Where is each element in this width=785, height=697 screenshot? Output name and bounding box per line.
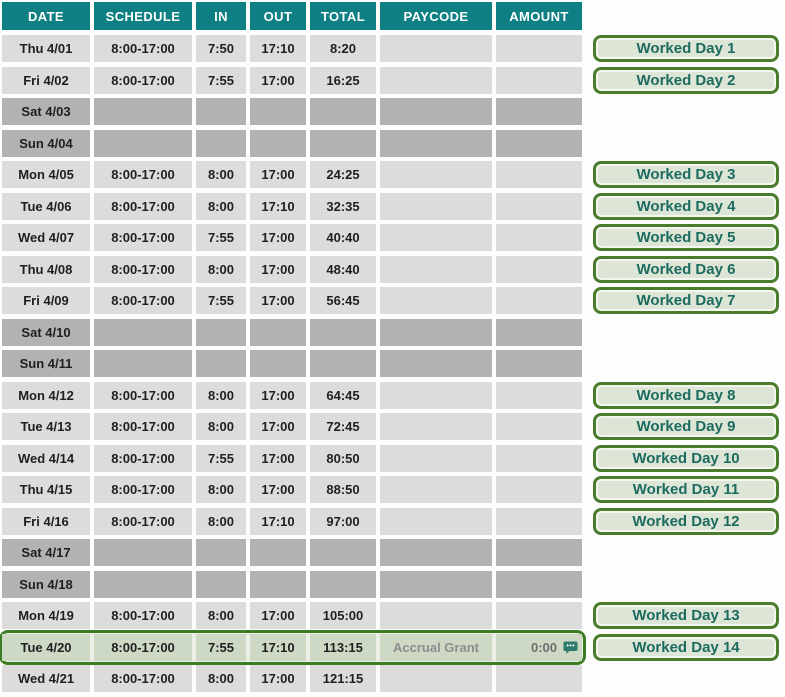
schedule-cell: 8:00-17:00 [94, 193, 192, 220]
schedule-cell: 8:00-17:00 [94, 665, 192, 692]
out-cell[interactable]: 17:00 [250, 445, 306, 472]
comment-icon[interactable] [563, 641, 578, 654]
timesheet-row-cells [2, 319, 582, 346]
paycode-cell[interactable] [380, 413, 492, 440]
out-cell[interactable]: 17:00 [250, 382, 306, 409]
date-cell: Wed 4/14 [2, 445, 90, 472]
date-cell: Mon 4/05 [2, 161, 90, 188]
timesheet-row-cells [2, 634, 582, 661]
timesheet-row-cells [2, 445, 582, 472]
schedule-cell: 8:00-17:00 [94, 413, 192, 440]
schedule-cell: 8:00-17:00 [94, 508, 192, 535]
worked-day-button[interactable]: Worked Day 3 [593, 161, 779, 188]
total-cell: 80:50 [310, 445, 376, 472]
amount-cell[interactable] [496, 602, 582, 629]
table-row [2, 67, 783, 94]
date-cell: Mon 4/19 [2, 602, 90, 629]
paycode-cell[interactable] [380, 319, 492, 346]
amount-cell[interactable] [496, 224, 582, 251]
paycode-cell[interactable] [380, 256, 492, 283]
in-cell[interactable]: 8:00 [196, 508, 246, 535]
in-cell[interactable] [196, 98, 246, 125]
paycode-cell[interactable] [380, 539, 492, 566]
total-cell [310, 130, 376, 157]
total-cell: 121:15 [310, 665, 376, 692]
paycode-cell[interactable] [380, 161, 492, 188]
schedule-cell: 8:00-17:00 [94, 224, 192, 251]
out-cell[interactable]: 17:00 [250, 413, 306, 440]
worked-day-button[interactable]: Worked Day 9 [593, 413, 779, 440]
total-cell [310, 98, 376, 125]
table-row [2, 571, 783, 598]
out-cell[interactable] [250, 319, 306, 346]
in-cell[interactable]: 8:00 [196, 193, 246, 220]
date-cell: Tue 4/20 [2, 634, 90, 661]
out-cell[interactable]: 17:00 [250, 67, 306, 94]
timesheet-row-cells [2, 256, 582, 283]
in-cell[interactable]: 8:00 [196, 382, 246, 409]
date-cell: Sat 4/03 [2, 98, 90, 125]
date-cell: Wed 4/21 [2, 665, 90, 692]
out-cell[interactable]: 17:00 [250, 287, 306, 314]
in-cell[interactable]: 8:00 [196, 665, 246, 692]
schedule-cell [94, 350, 192, 377]
out-cell[interactable]: 17:10 [250, 508, 306, 535]
total-cell: 88:50 [310, 476, 376, 503]
timesheet-header-row [2, 2, 582, 30]
table-row [2, 539, 783, 566]
worked-day-button[interactable]: Worked Day 2 [593, 67, 779, 94]
table-row [2, 350, 783, 377]
total-cell: 24:25 [310, 161, 376, 188]
amount-cell[interactable] [496, 665, 582, 692]
column-header-in: IN [196, 2, 246, 30]
table-row [2, 193, 783, 220]
amount-cell[interactable] [496, 413, 582, 440]
out-cell[interactable]: 17:00 [250, 256, 306, 283]
total-cell: 32:35 [310, 193, 376, 220]
in-cell[interactable]: 7:55 [196, 287, 246, 314]
worked-day-button[interactable]: Worked Day 12 [593, 508, 779, 535]
timesheet-row-cells [2, 602, 582, 629]
worked-day-button[interactable]: Worked Day 4 [593, 193, 779, 220]
table-row [2, 161, 783, 188]
schedule-cell [94, 539, 192, 566]
amount-cell[interactable] [496, 287, 582, 314]
date-cell: Fri 4/02 [2, 67, 90, 94]
table-row [2, 634, 783, 661]
out-cell[interactable]: 17:00 [250, 665, 306, 692]
worked-day-button[interactable]: Worked Day 14 [593, 634, 779, 661]
amount-cell[interactable] [496, 508, 582, 535]
timesheet-row-cells [2, 287, 582, 314]
out-cell[interactable] [250, 130, 306, 157]
total-cell: 105:00 [310, 602, 376, 629]
paycode-cell[interactable] [380, 476, 492, 503]
in-cell[interactable] [196, 571, 246, 598]
table-row [2, 35, 783, 62]
paycode-cell[interactable] [380, 224, 492, 251]
total-cell [310, 539, 376, 566]
table-row [2, 130, 783, 157]
worked-day-button[interactable]: Worked Day 7 [593, 287, 779, 314]
worked-day-button[interactable]: Worked Day 5 [593, 224, 779, 251]
date-cell: Thu 4/01 [2, 35, 90, 62]
amount-cell[interactable] [496, 571, 582, 598]
schedule-cell: 8:00-17:00 [94, 382, 192, 409]
paycode-cell[interactable] [380, 602, 492, 629]
schedule-cell [94, 319, 192, 346]
in-cell[interactable]: 7:55 [196, 445, 246, 472]
out-cell[interactable]: 17:00 [250, 476, 306, 503]
total-cell: 8:20 [310, 35, 376, 62]
in-cell[interactable]: 8:00 [196, 256, 246, 283]
timesheet-row-cells [2, 382, 582, 409]
in-cell[interactable] [196, 539, 246, 566]
column-header-date: DATE [2, 2, 90, 30]
worked-day-button[interactable]: Worked Day 1 [593, 35, 779, 62]
schedule-cell: 8:00-17:00 [94, 35, 192, 62]
total-cell: 113:15 [310, 634, 376, 661]
amount-cell[interactable] [496, 445, 582, 472]
schedule-cell: 8:00-17:00 [94, 476, 192, 503]
amount-cell[interactable] [496, 67, 582, 94]
date-cell: Sat 4/17 [2, 539, 90, 566]
column-header-paycode: PAYCODE [380, 2, 492, 30]
table-row [2, 287, 783, 314]
amount-cell[interactable] [496, 382, 582, 409]
column-header-amount: AMOUNT [496, 2, 582, 30]
in-cell[interactable] [196, 350, 246, 377]
paycode-cell[interactable] [380, 98, 492, 125]
in-cell[interactable]: 8:00 [196, 476, 246, 503]
paycode-cell[interactable] [380, 35, 492, 62]
total-cell: 48:40 [310, 256, 376, 283]
timesheet-row-cells [2, 67, 582, 94]
paycode-cell[interactable] [380, 665, 492, 692]
worked-day-button[interactable]: Worked Day 13 [593, 602, 779, 629]
out-cell[interactable]: 17:00 [250, 161, 306, 188]
timesheet-row-cells [2, 571, 582, 598]
in-cell[interactable]: 7:50 [196, 35, 246, 62]
paycode-cell[interactable] [380, 445, 492, 472]
table-row [2, 413, 783, 440]
total-cell: 56:45 [310, 287, 376, 314]
timesheet-row-cells [2, 224, 582, 251]
schedule-cell: 8:00-17:00 [94, 256, 192, 283]
paycode-cell[interactable] [380, 130, 492, 157]
total-cell: 72:45 [310, 413, 376, 440]
date-cell: Tue 4/13 [2, 413, 90, 440]
table-row [2, 602, 783, 629]
paycode-cell[interactable] [380, 382, 492, 409]
amount-cell[interactable] [496, 193, 582, 220]
total-cell: 64:45 [310, 382, 376, 409]
schedule-cell: 8:00-17:00 [94, 161, 192, 188]
table-row [2, 98, 783, 125]
schedule-cell: 8:00-17:00 [94, 602, 192, 629]
table-row [2, 476, 783, 503]
timesheet-row-cells [2, 476, 582, 503]
schedule-cell [94, 130, 192, 157]
table-row [2, 224, 783, 251]
out-cell[interactable]: 17:10 [250, 35, 306, 62]
worked-day-button[interactable]: Worked Day 6 [593, 256, 779, 283]
schedule-cell: 8:00-17:00 [94, 445, 192, 472]
out-cell[interactable]: 17:00 [250, 602, 306, 629]
out-cell[interactable] [250, 539, 306, 566]
timesheet-row-cells [2, 161, 582, 188]
in-cell[interactable]: 8:00 [196, 161, 246, 188]
total-cell: 16:25 [310, 67, 376, 94]
column-header-out: OUT [250, 2, 306, 30]
paycode-cell[interactable] [380, 67, 492, 94]
amount-cell[interactable] [496, 350, 582, 377]
amount-cell[interactable] [496, 98, 582, 125]
amount-cell[interactable] [496, 476, 582, 503]
date-cell: Sun 4/18 [2, 571, 90, 598]
timesheet-row-cells [2, 508, 582, 535]
date-cell: Fri 4/16 [2, 508, 90, 535]
amount-cell[interactable] [496, 256, 582, 283]
amount-cell[interactable] [496, 161, 582, 188]
date-cell: Fri 4/09 [2, 287, 90, 314]
date-cell: Wed 4/07 [2, 224, 90, 251]
table-row [2, 256, 783, 283]
out-cell[interactable]: 17:10 [250, 193, 306, 220]
timesheet-row-cells [2, 35, 582, 62]
out-cell[interactable]: 17:00 [250, 224, 306, 251]
out-cell[interactable] [250, 571, 306, 598]
total-cell [310, 350, 376, 377]
table-row [2, 445, 783, 472]
amount-cell[interactable] [496, 35, 582, 62]
schedule-cell [94, 571, 192, 598]
table-row [2, 382, 783, 409]
timesheet-rows [2, 35, 783, 692]
in-cell[interactable] [196, 319, 246, 346]
table-row [2, 508, 783, 535]
worked-day-button[interactable]: Worked Day 10 [593, 445, 779, 472]
in-cell[interactable]: 7:55 [196, 634, 246, 661]
paycode-cell[interactable] [380, 287, 492, 314]
schedule-cell: 8:00-17:00 [94, 67, 192, 94]
column-header-schedule: SCHEDULE [94, 2, 192, 30]
timesheet-row-cells [2, 665, 582, 692]
in-cell[interactable]: 7:55 [196, 67, 246, 94]
date-cell: Thu 4/08 [2, 256, 90, 283]
column-header-total: TOTAL [310, 2, 376, 30]
out-cell[interactable] [250, 350, 306, 377]
total-cell: 97:00 [310, 508, 376, 535]
timesheet-row-cells [2, 539, 582, 566]
date-cell: Tue 4/06 [2, 193, 90, 220]
paycode-cell[interactable] [380, 193, 492, 220]
paycode-cell[interactable] [380, 508, 492, 535]
date-cell: Sun 4/11 [2, 350, 90, 377]
date-cell: Mon 4/12 [2, 382, 90, 409]
out-cell[interactable]: 17:10 [250, 634, 306, 661]
total-cell [310, 319, 376, 346]
table-row [2, 665, 783, 692]
out-cell[interactable] [250, 98, 306, 125]
date-cell: Sun 4/04 [2, 130, 90, 157]
in-cell[interactable]: 8:00 [196, 602, 246, 629]
amount-value: 0:00 [530, 639, 557, 655]
amount-cell[interactable] [496, 539, 582, 566]
schedule-cell [94, 98, 192, 125]
timesheet-row-cells [2, 413, 582, 440]
in-cell[interactable] [196, 130, 246, 157]
schedule-cell: 8:00-17:00 [94, 287, 192, 314]
in-cell[interactable]: 7:55 [196, 224, 246, 251]
date-cell: Thu 4/15 [2, 476, 90, 503]
date-cell: Sat 4/10 [2, 319, 90, 346]
in-cell[interactable]: 8:00 [196, 413, 246, 440]
paycode-cell[interactable] [380, 350, 492, 377]
amount-cell[interactable] [496, 319, 582, 346]
timesheet-row-cells [2, 98, 582, 125]
worked-day-button[interactable]: Worked Day 8 [593, 382, 779, 409]
total-cell [310, 571, 376, 598]
total-cell: 40:40 [310, 224, 376, 251]
amount-cell[interactable] [496, 634, 582, 661]
paycode-cell[interactable]: Accrual Grant [380, 634, 492, 661]
timesheet-row-cells [2, 193, 582, 220]
timesheet-row-cells [2, 350, 582, 377]
table-row [2, 319, 783, 346]
paycode-cell[interactable] [380, 571, 492, 598]
timesheet-row-cells [2, 130, 582, 157]
amount-cell[interactable] [496, 130, 582, 157]
timesheet [2, 2, 783, 697]
worked-day-button[interactable]: Worked Day 11 [593, 476, 779, 503]
schedule-cell: 8:00-17:00 [94, 634, 192, 661]
